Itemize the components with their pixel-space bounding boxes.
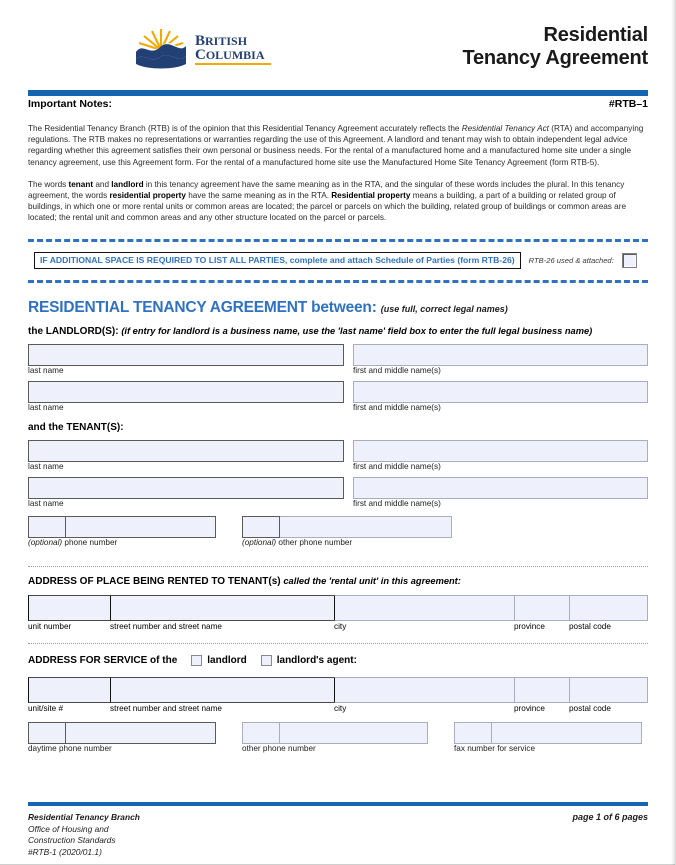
notes-p2-bold-resprop2: Residential property [331, 191, 411, 201]
service-other-area-code-input[interactable] [242, 722, 280, 744]
service-phone-row [28, 722, 648, 754]
landlord-section-heading [28, 326, 648, 337]
british-columbia-logo [133, 26, 273, 74]
rental-address-heading [28, 576, 648, 587]
service-province-input[interactable] [514, 677, 569, 703]
service-daytime-phone-group [28, 722, 242, 754]
schedule-of-parties-row [28, 252, 648, 269]
service-address-row [28, 677, 648, 703]
service-daytime-number-input[interactable] [66, 722, 216, 744]
notes-p2-part-d: have the same meaning as in the RTA. [185, 191, 332, 201]
document-title [462, 24, 648, 70]
service-postal-code-input[interactable] [569, 677, 648, 703]
service-other-phone-boxes [242, 722, 454, 744]
tenant-phone-2-optional: (optional) [242, 537, 277, 547]
service-daytime-area-code-input[interactable] [28, 722, 66, 744]
service-fax-number-input[interactable] [492, 722, 642, 744]
landlord-row-1 [28, 344, 648, 376]
rental-unit-number-input[interactable] [28, 595, 110, 621]
notes-p1-part-b: (RTA) and accompanying regulations. The RTB makes no representations or warranties regarding the use of this Agreement. A landlord and tenant may wish to obtain independent legal advice regarding whether this agreement satisfies their own personal or business needs. For the rental of a manufactured home and a manufactured home site under a single tenancy agreement, use this Agreement form. For the rental of a manufactured home site use the Manufactured Home Site Tenancy Agreement (form RTB-5). [28, 124, 644, 167]
notes-paragraph-1 [28, 123, 648, 168]
rtb26-attached-checkbox[interactable] [622, 253, 637, 268]
rental-unit-number-caption: unit number [28, 621, 72, 631]
agreement-heading [28, 299, 648, 317]
landlord-2-last-name-group [28, 381, 344, 413]
notes-p2-bold-tenant: tenant [68, 179, 94, 189]
tenant-2-last-name-group [28, 477, 344, 509]
tenant-1-last-name-caption: last name [28, 461, 64, 471]
rental-address-heading-text: ADDRESS OF PLACE BEING RENTED TO TENANT(s) [28, 575, 281, 587]
service-agent-checkbox[interactable] [261, 655, 272, 666]
notes-p2-part-c: in this tenancy agreement have the same meaning as in the RTA, and the singular of these words includes the plural. In this tenancy agreement, the words [28, 179, 625, 201]
landlord-heading-text: the LANDLORD(S): [28, 325, 119, 337]
landlord-1-last-name-caption: last name [28, 365, 64, 375]
landlord-2-first-name-caption: first and middle name(s) [353, 402, 441, 412]
notes-p1-act-name: Residential Tenancy Act [461, 124, 549, 133]
landlord-row-2 [28, 381, 648, 413]
service-city-input[interactable] [334, 677, 514, 703]
notes-p1-part-a: The Residential Tenancy Branch (RTB) is of the opinion that this Residential Tenancy Agreement accurately reflects the [28, 124, 462, 133]
service-fax-caption: fax number for service [454, 743, 535, 753]
schedule-divider-top [28, 239, 648, 242]
tenant-1-first-name-input[interactable] [353, 440, 648, 462]
service-street-caption: street number and street name [110, 703, 222, 713]
tenant-phone-2-caption-rest: other phone number [276, 537, 353, 547]
landlord-1-last-name-group [28, 344, 344, 376]
tenant-phone-1-caption [28, 538, 242, 548]
landlord-2-last-name-input[interactable] [28, 381, 344, 403]
rental-address-row [28, 595, 648, 621]
rental-province-caption: province [514, 621, 545, 631]
service-other-phone-group [242, 722, 454, 754]
agreement-heading-text: RESIDENTIAL TENANCY AGREEMENT between: [28, 298, 377, 316]
document-title-line1: Residential [543, 24, 648, 46]
service-landlord-label: landlord [207, 654, 247, 666]
service-unit-number-caption: unit/site # [28, 703, 64, 713]
important-notes-label: Important Notes: [28, 98, 112, 110]
tenant-phone-1-number-input[interactable] [66, 516, 216, 538]
rental-city-caption: city [334, 621, 347, 631]
footer-form-id: #RTB-1 (2020/01.1) [28, 846, 102, 857]
tenant-phone-1-boxes [28, 516, 242, 538]
service-fax-boxes [454, 722, 642, 744]
tenant-phone-1-optional: (optional) [28, 537, 63, 547]
form-number: #RTB–1 [608, 98, 648, 110]
notes-p2-part-a: The words [28, 179, 69, 189]
page-edge-shadow [671, 0, 675, 865]
service-other-number-input[interactable] [280, 722, 428, 744]
rental-postal-code-caption: postal code [569, 621, 611, 631]
tenant-2-first-name-group [353, 477, 648, 509]
footer-content [28, 806, 648, 858]
service-address-heading-text: ADDRESS FOR SERVICE of the [28, 654, 178, 666]
landlord-2-first-name-group [353, 381, 648, 413]
footer-office-line1: Office of Housing and [28, 823, 109, 834]
service-address-divider [28, 643, 648, 644]
rental-postal-code-input[interactable] [569, 595, 648, 621]
rtb26-attached-label: RTB-26 used & attached: [528, 255, 614, 265]
landlord-2-first-name-input[interactable] [353, 381, 648, 403]
tenant-phone-2-group [242, 516, 452, 548]
landlord-1-last-name-input[interactable] [28, 344, 344, 366]
service-daytime-phone-caption: daytime phone number [28, 743, 112, 753]
landlord-1-first-name-group [353, 344, 648, 376]
tenant-phone-2-caption [242, 538, 452, 548]
service-landlord-checkbox[interactable] [191, 655, 202, 666]
notes-p2-part-e: means a building, a part of a building or related group of buildings, in which one or more rental units or common areas are located; the parcel or parcels on which the building, related group of buildings or common areas are located; the rental unit and common areas and any other structure located on the parcel or parcels. [28, 191, 627, 223]
page-header [28, 24, 648, 86]
bc-logo-graphic [133, 26, 273, 74]
tenant-phone-2-boxes [242, 516, 452, 538]
tenant-1-first-name-caption: first and middle name(s) [353, 461, 441, 471]
service-fax-group [454, 722, 642, 754]
important-notes-row [28, 96, 648, 110]
tenant-phone-row [28, 516, 648, 548]
tenant-2-first-name-caption: first and middle name(s) [353, 498, 441, 508]
service-other-phone-caption: other phone number [242, 743, 316, 753]
service-city-caption: city [334, 703, 347, 713]
service-fax-area-code-input[interactable] [454, 722, 492, 744]
tenant-row-2 [28, 477, 648, 509]
tenant-2-first-name-input[interactable] [353, 477, 648, 499]
rental-province-input[interactable] [514, 595, 569, 621]
tenant-2-last-name-caption: last name [28, 498, 64, 508]
tenant-section-heading: and the TENANT(S): [28, 421, 124, 433]
tenant-1-last-name-input[interactable] [28, 440, 344, 462]
landlord-1-first-name-input[interactable] [353, 344, 648, 366]
tenant-phone-1-caption-rest: phone number [62, 537, 118, 547]
service-daytime-phone-boxes [28, 722, 242, 744]
svg-text:BRITISH: BRITISH [195, 33, 248, 49]
rental-street-input[interactable] [110, 595, 334, 621]
service-unit-number-input[interactable] [28, 677, 110, 703]
landlord-heading-hint: (if entry for landlord is a business name, use the 'last name' field box to enter the full legal business name) [121, 325, 593, 336]
rental-address-captions [28, 621, 648, 631]
tenant-phone-1-area-code-input[interactable] [28, 516, 66, 538]
notes-p2-part-b: and [93, 179, 112, 189]
schedule-divider-bottom [28, 280, 648, 283]
notes-paragraph-2 [28, 179, 648, 224]
rental-city-input[interactable] [334, 595, 514, 621]
footer-office-line2: Construction Standards [28, 835, 116, 845]
tenant-row-1 [28, 440, 648, 472]
tenant-phone-2-area-code-input[interactable] [242, 516, 280, 538]
agreement-heading-hint: (use full, correct legal names) [380, 303, 508, 314]
tenant-1-last-name-group [28, 440, 344, 472]
document-title-line2: Tenancy Agreement [462, 47, 648, 69]
footer-branch-name: Residential Tenancy Branch [28, 812, 140, 822]
landlord-1-first-name-caption: first and middle name(s) [353, 365, 441, 375]
service-agent-label: landlord's agent: [276, 654, 357, 666]
footer-page-number: page 1 of 6 pages [572, 812, 648, 822]
landlord-2-last-name-caption: last name [28, 402, 64, 412]
tenant-2-last-name-input[interactable] [28, 477, 344, 499]
rental-street-caption: street number and street name [110, 621, 222, 631]
service-address-captions [28, 703, 648, 713]
tenant-phone-2-number-input[interactable] [280, 516, 452, 538]
service-province-caption: province [514, 703, 545, 713]
notes-p2-bold-landlord: landlord [111, 179, 144, 189]
service-street-input[interactable] [110, 677, 334, 703]
tenant-phone-1-group [28, 516, 242, 548]
rental-address-divider [28, 566, 648, 567]
footer-branch-block [28, 812, 140, 858]
page-footer [28, 802, 648, 858]
rental-address-heading-hint: called the 'rental unit' in this agreement: [283, 575, 461, 586]
schedule-of-parties-notice: IF ADDITIONAL SPACE IS REQUIRED TO LIST ALL PARTIES, complete and attach Schedule of Parties (form RTB-26) [34, 252, 521, 269]
svg-text:COLUMBIA: COLUMBIA [195, 47, 265, 63]
notes-p2-bold-resprop1: residential property [109, 191, 186, 201]
tenant-1-first-name-group [353, 440, 648, 472]
service-postal-code-caption: postal code [569, 703, 611, 713]
service-address-heading [28, 655, 648, 666]
